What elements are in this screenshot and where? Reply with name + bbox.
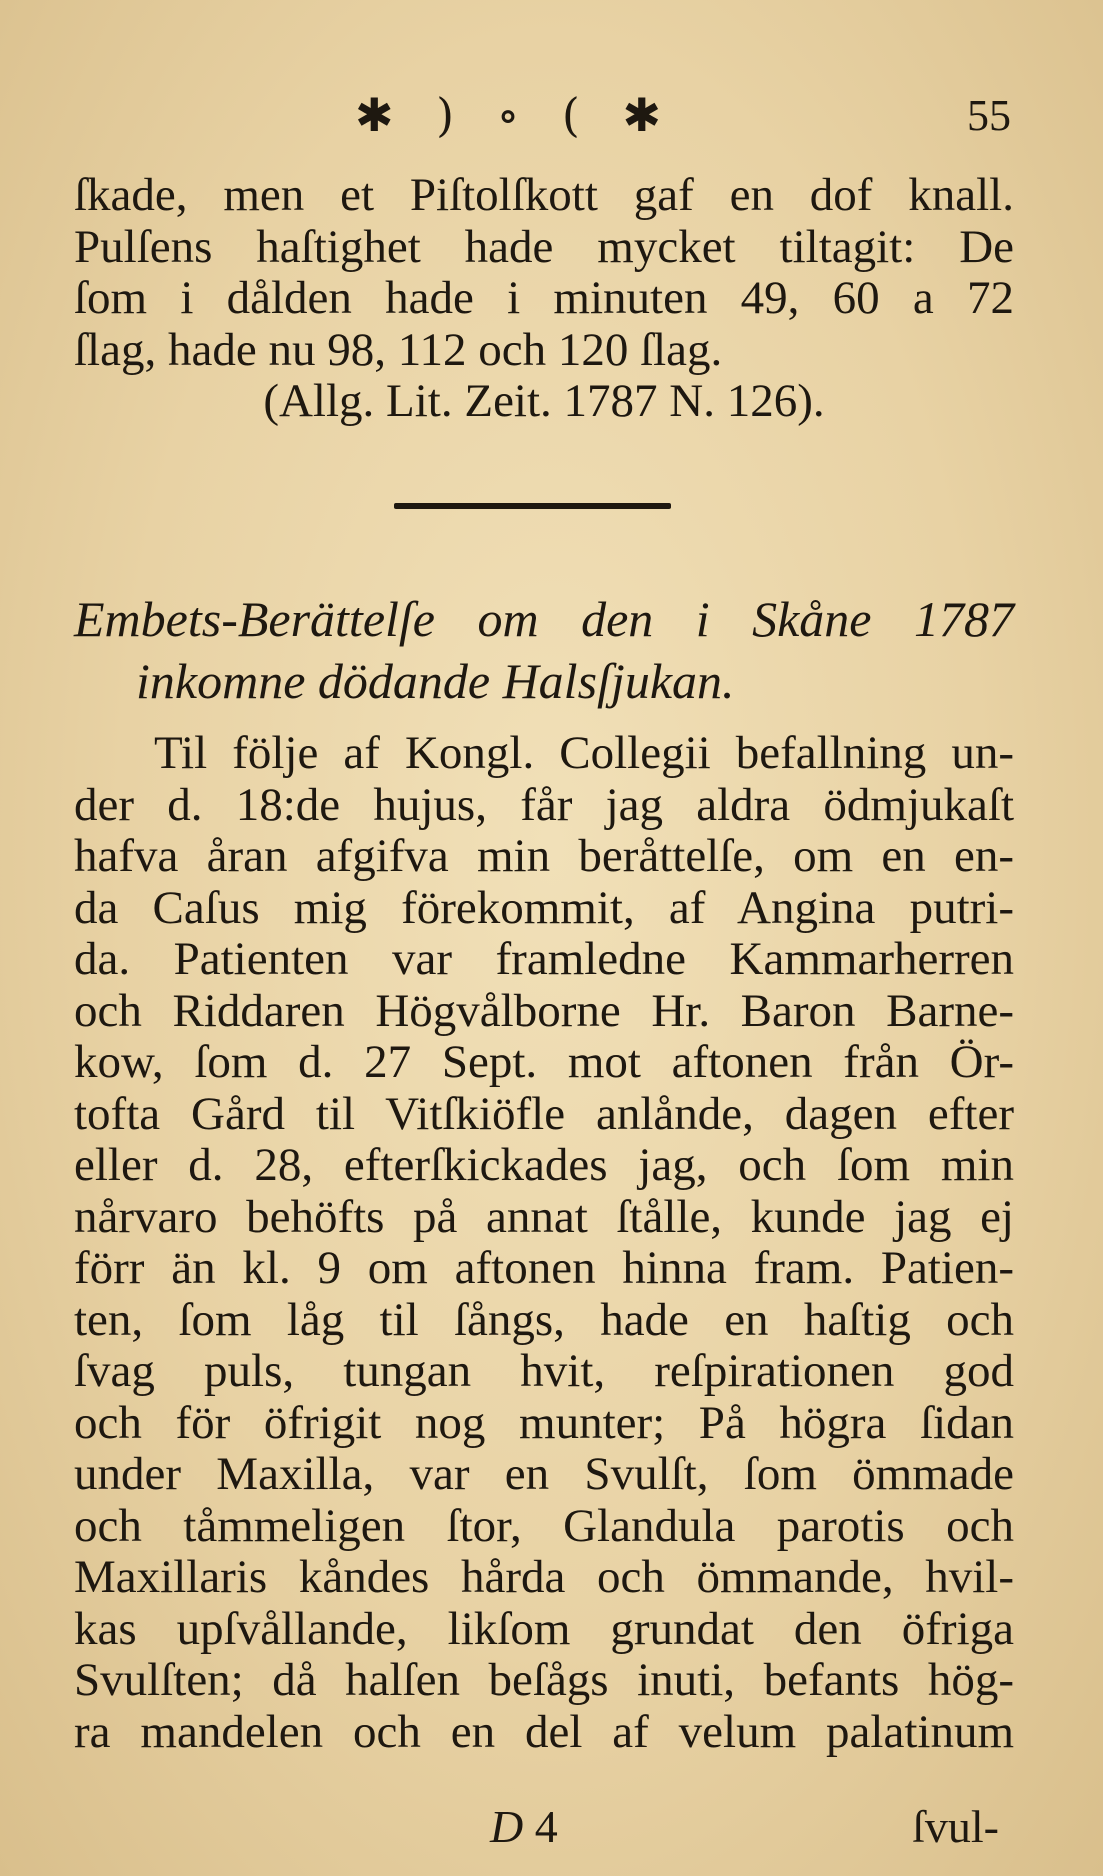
page-footer bbox=[0, 1800, 1103, 1856]
text-line: kow, ſom d. 27 Sept. mot aftonen från Ör- bbox=[74, 1036, 1014, 1088]
text-line: der d. 18:de hujus, får jag aldra ödmjukaſt bbox=[74, 778, 1014, 831]
page-number: 55 bbox=[967, 91, 1011, 140]
text-line: ra mandelen och en del af velum palatinum bbox=[74, 1705, 1014, 1758]
text-line: Til följe af Kongl. Collegii befallning un- bbox=[154, 727, 1014, 779]
text-line: ſkade, men et Piſtolſkott gaf en dof knall. bbox=[74, 169, 1014, 221]
signature-letter: D bbox=[490, 1801, 524, 1852]
title-line-2: inkomne dödande Halsſjukan. bbox=[136, 653, 735, 709]
body-paragraph bbox=[74, 728, 1014, 1758]
text-line: Maxillaris kåndes hårda och ömmande, hvil- bbox=[74, 1551, 1014, 1603]
text-line: nårvaro behöfts på annat ſtålle, kunde jag ej bbox=[74, 1190, 1014, 1243]
citation-line: (Allg. Lit. Zeit. 1787 N. 126). bbox=[263, 375, 825, 427]
header-ornament: ✱ ) ∘ ( ✱ bbox=[355, 88, 676, 142]
catchword: ſvul- bbox=[912, 1801, 999, 1852]
text-line: da Caſus mig förekommit, af Angina putri- bbox=[74, 881, 1014, 934]
text-line: under Maxilla, var en Svulſt, ſom ömmade bbox=[74, 1448, 1014, 1500]
text-line: förr än kl. 9 om aftonen hinna fram. Patien- bbox=[74, 1242, 1014, 1294]
text-line: tofta Gård til Vitſkiöfle anlånde, dagen efter bbox=[74, 1087, 1014, 1140]
text-line: hafva åran afgifva min beråttelſe, om en en- bbox=[74, 830, 1014, 882]
text-line: ſom i dålden hade i minuten 49, 60 a 72 bbox=[74, 272, 1014, 324]
top-paragraph bbox=[74, 170, 1014, 428]
text-line: eller d. 28, efterſkickades jag, och ſom min bbox=[74, 1139, 1014, 1191]
section-title bbox=[74, 588, 1014, 712]
signature-number: 4 bbox=[534, 1801, 558, 1852]
page-header bbox=[0, 88, 1103, 148]
text-line: ten, ſom låg til ſångs, hade en haſtig och bbox=[74, 1293, 1014, 1346]
text-line: Pulſens haſtighet hade mycket tiltagit: De bbox=[74, 220, 1014, 273]
text-line: Svulſten; då halſen beſågs inuti, befants hög- bbox=[74, 1654, 1014, 1706]
text-line: och Riddaren Högvålborne Hr. Baron Barne- bbox=[74, 984, 1014, 1037]
section-divider bbox=[394, 503, 671, 509]
text-line: och för öfrigit nog munter; På högra ſidan bbox=[74, 1396, 1014, 1449]
title-line-1: Embets-Berättelſe om den i Skåne 1787 bbox=[74, 591, 1014, 647]
text-line: ſvag puls, tungan hvit, reſpirationen god bbox=[74, 1345, 1014, 1397]
signature-mark bbox=[490, 1800, 558, 1853]
text-line: da. Patienten var framledne Kammarherren bbox=[74, 933, 1014, 985]
text-line: och tåmmeligen ſtor, Glandula parotis och bbox=[74, 1499, 1014, 1552]
text-line: ſlag, hade nu 98, 112 och 120 ſlag. bbox=[74, 323, 723, 376]
text-line: kas upſvållande, likſom grundat den öfriga bbox=[74, 1602, 1014, 1655]
